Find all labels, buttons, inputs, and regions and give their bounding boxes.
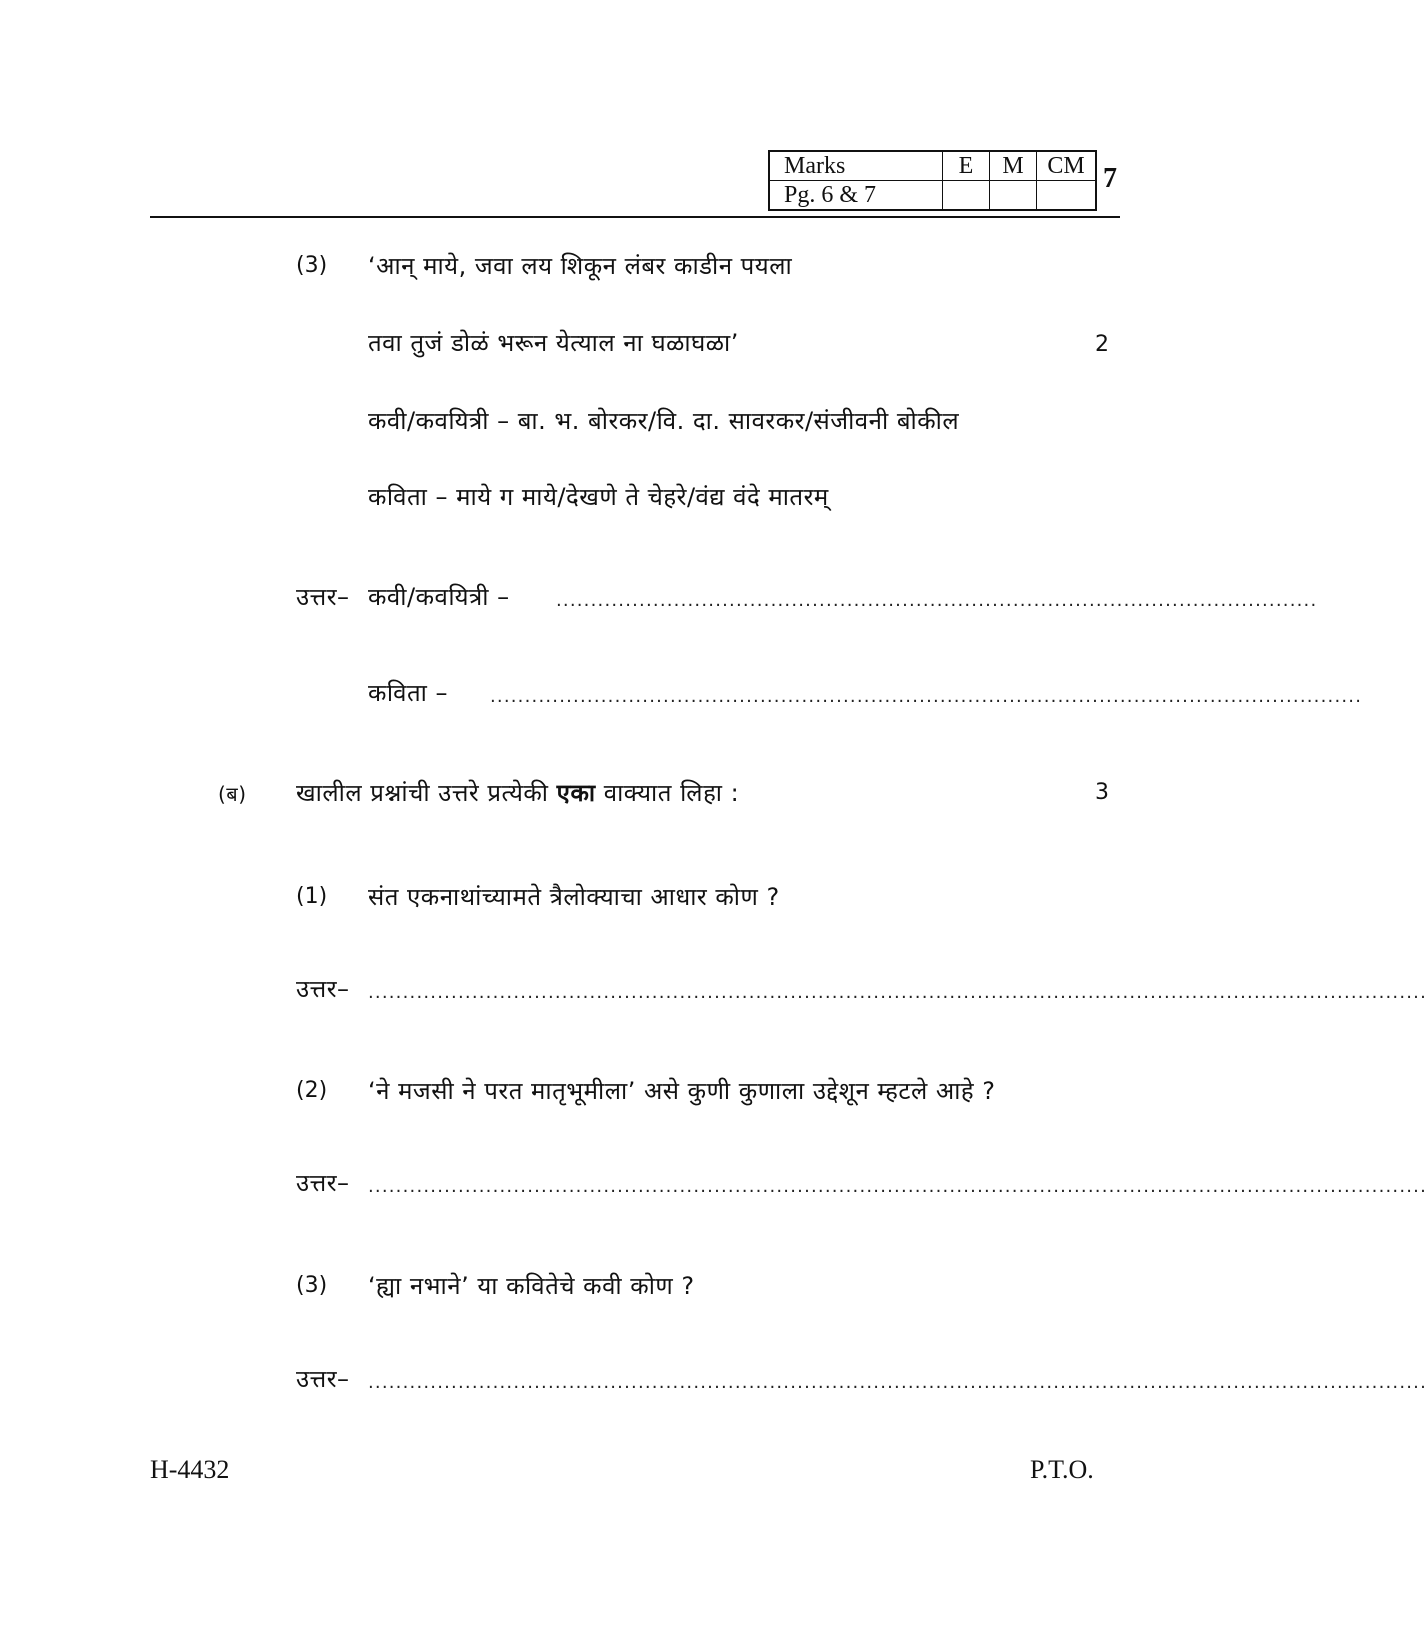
question-3-line-1: ‘आन् माये, जवा लय शिकून लंबर काडीन पयला [368, 252, 793, 280]
marks-label: Marks [769, 151, 943, 181]
instruction-pre: खालील प्रश्नांची उत्तरे प्रत्येकी [296, 779, 549, 807]
question-b2-answer-label: उत्तर– [296, 1169, 350, 1197]
answer-b2-line[interactable]: ......................................................................................................................................................... [368, 1176, 1427, 1197]
question-3-answer-poem-label: कविता – [368, 679, 449, 707]
question-b3-number: (3) [296, 1273, 328, 1298]
marks-cell-m [990, 181, 1037, 211]
section-b-instruction [296, 776, 739, 809]
marks-col-m-header: M [990, 151, 1037, 181]
question-3-answer-label: उत्तर– [296, 583, 350, 611]
question-b2-number: (2) [296, 1078, 328, 1103]
question-3-answer-poet-label: कवी/कवयित्री – [368, 583, 510, 611]
marks-col-e-header: E [943, 151, 990, 181]
section-b-marks: 3 [1095, 780, 1109, 805]
instruction-bold: एका [556, 779, 596, 807]
marks-cell-e [943, 181, 990, 211]
answer-poem-line[interactable]: .............................................................................................................................. [490, 686, 1363, 707]
question-b3-text: ‘ह्या नभाने’ या कवितेचे कवी कोण ? [368, 1272, 695, 1300]
question-3-poets: कवी/कवयित्री – बा. भ. बोरकर/वि. दा. सावरकर/संजीवनी बोकील [368, 407, 960, 435]
pages-label: Pg. 6 & 7 [769, 181, 943, 211]
answer-b3-line[interactable]: ......................................................................................................................................................... [368, 1372, 1427, 1393]
question-3-marks: 2 [1095, 332, 1109, 357]
marks-cell-cm [1037, 181, 1097, 211]
question-3-line-2: तवा तुजं डोळं भरून येत्याल ना घळाघळा’ [368, 329, 739, 357]
header-divider [150, 216, 1120, 218]
question-b1-answer-label: उत्तर– [296, 975, 350, 1003]
footer-paper-code: H-4432 [150, 1455, 230, 1484]
question-b1-number: (1) [296, 884, 328, 909]
question-b1-text: संत एकनाथांच्यामते त्रैलोक्याचा आधार कोण ? [368, 883, 780, 911]
page-number: 7 [1103, 163, 1117, 194]
answer-poet-line[interactable]: .............................................................................................................. [556, 590, 1318, 611]
question-3-poems: कविता – माये ग माये/देखणे ते चेहरे/वंद्य वंदे मातरम् [368, 483, 829, 511]
footer-pto: P.T.O. [1030, 1455, 1094, 1484]
section-b-label: (ब) [218, 782, 247, 806]
answer-b1-line[interactable]: ......................................................................................................................................................... [368, 982, 1427, 1003]
question-b3-answer-label: उत्तर– [296, 1365, 350, 1393]
question-3-number: (3) [296, 253, 328, 278]
marks-table [768, 150, 1097, 211]
marks-col-cm-header: CM [1037, 151, 1097, 181]
instruction-post: वाक्यात लिहा : [603, 779, 740, 807]
question-b2-text: ‘ने मजसी ने परत मातृभूमीला’ असे कुणी कुणाला उद्देशून म्हटले आहे ? [368, 1077, 996, 1105]
